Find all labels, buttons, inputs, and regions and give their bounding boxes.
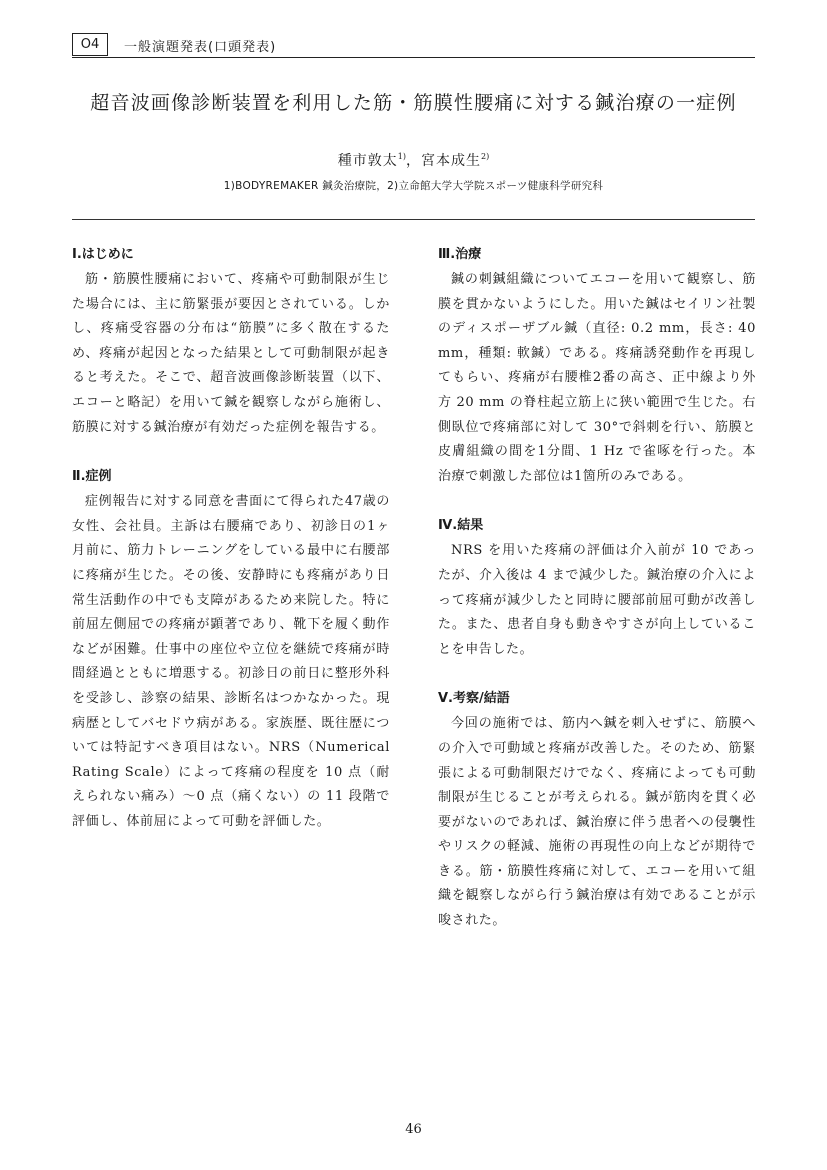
session-header [72,33,755,58]
section-body-intro: 筋・筋膜性腰痛において、疼痛や可動制限が生じた場合には、主に筋緊張が要因とされている。しかし、疼痛受容器の分布は“筋膜”に多く散在するため、疼痛が起因となった結果として可動制限が起きると考えた。そこで、超音波画像診断装置（以下、エコーと略記）を用いて鍼を観察しながら施術し、筋膜に対する鍼治療が有効だった症例を報告する。 [72,272,390,435]
affiliations: 1)BODYREMAKER 鍼灸治療院，2)立命館大学大学院スポーツ健康科学研究科 [223,180,604,192]
author-affiliation-mark: 1) [397,152,406,161]
author-name: 種市敦太 [337,153,398,169]
right-column [438,244,756,934]
author-name: 宮本成生 [421,153,481,169]
header-divider [72,57,755,58]
section-heading-discussion: Ⅴ.考察/結語 [438,691,510,707]
section-heading-intro: Ⅰ.はじめに [72,247,134,262]
section-body-results: NRS を用いた疼痛の評価は介入前が 10 であったが、介入後は 4 まで減少した。鍼治療の介入によって疼痛が減少したと同時に腰部前屈可動が改善した。また、患者自身も動きやすさが向上していることを申告した。 [438,543,756,657]
page-number: 46 [405,1122,422,1137]
section-heading-treatment: Ⅲ.治療 [438,247,482,262]
author-separator: ， [406,153,421,169]
session-code: O4 [72,33,108,56]
section-heading-results: Ⅳ.結果 [438,518,484,534]
author-line [72,150,755,170]
section-body-discussion: 今回の施術では、筋内へ鍼を刺入せずに、筋膜への介入で可動域と疼痛が改善した。そのため、筋緊張による可動制限だけでなく、疼痛によっても可動制限が生じることが考えられる。鍼が筋肉を貫く必要がないのであれば、鍼治療に伴う患者への侵襲性やリスクの軽減、施術の再現性の向上などが期待できる。筋・筋膜性疼痛に対して、エコーを用いて組織を観察しながら行う鍼治療は有効であることが示唆された。 [438,716,756,929]
section-body-case: 症例報告に対する同意を書面にて得られた47歳の女性、会社員。主訴は右腰痛であり、初診日の1ヶ月前に、筋力トレーニングをしている最中に右腰部に疼痛が生じた。その後、安静時にも疼痛があり日常生活動作の中でも支障があるため来院した。特に前屈左側屈での疼痛が顕著であり、靴下を履く動作などが困難。仕事中の座位や立位を継続で疼痛が時間経過とともに増悪する。初診日の前日に整形外科を受診し、診察の結果、診断名はつかなかった。現病歴としてバセドウ病がある。家族歴、既往歴については特記すべき項目はない。NRS（Numerical Rating Scale）によって疼痛の程度を 10 点（耐えられない痛み）〜0 点（痛くない）の 11 段階で評価し、体前屈によって可動を評価した。 [72,494,390,829]
author-affiliation-mark: 2) [481,152,490,161]
paper-title: 超音波画像診断装置を利用した筋・筋膜性腰痛に対する鍼治療の一症例 [90,92,737,114]
left-column [72,244,390,834]
title-divider [72,219,755,220]
session-label: 一般演題発表(口頭発表) [124,40,277,55]
section-heading-case: Ⅱ.症例 [72,469,112,485]
section-body-treatment: 鍼の刺鍼組織についてエコーを用いて観察し、筋膜を貫かないようにした。用いた鍼はセイリン社製のディスポーザブル鍼（直径: 0.2 mm，長さ: 40 mm，種類: 軟鍼）である。疼痛誘発動作を再現してもらい、疼痛が右腰椎2番の高さ、正中線より外方 20 mm の脊柱起立筋上に狭い範囲で生じた。右側臥位で疼痛部に対して 30°で斜刺を行い、筋膜と皮膚組織の間を1分間、1 Hz で雀啄を行った。本治療で刺激した部位は1箇所のみである。 [438,272,756,484]
